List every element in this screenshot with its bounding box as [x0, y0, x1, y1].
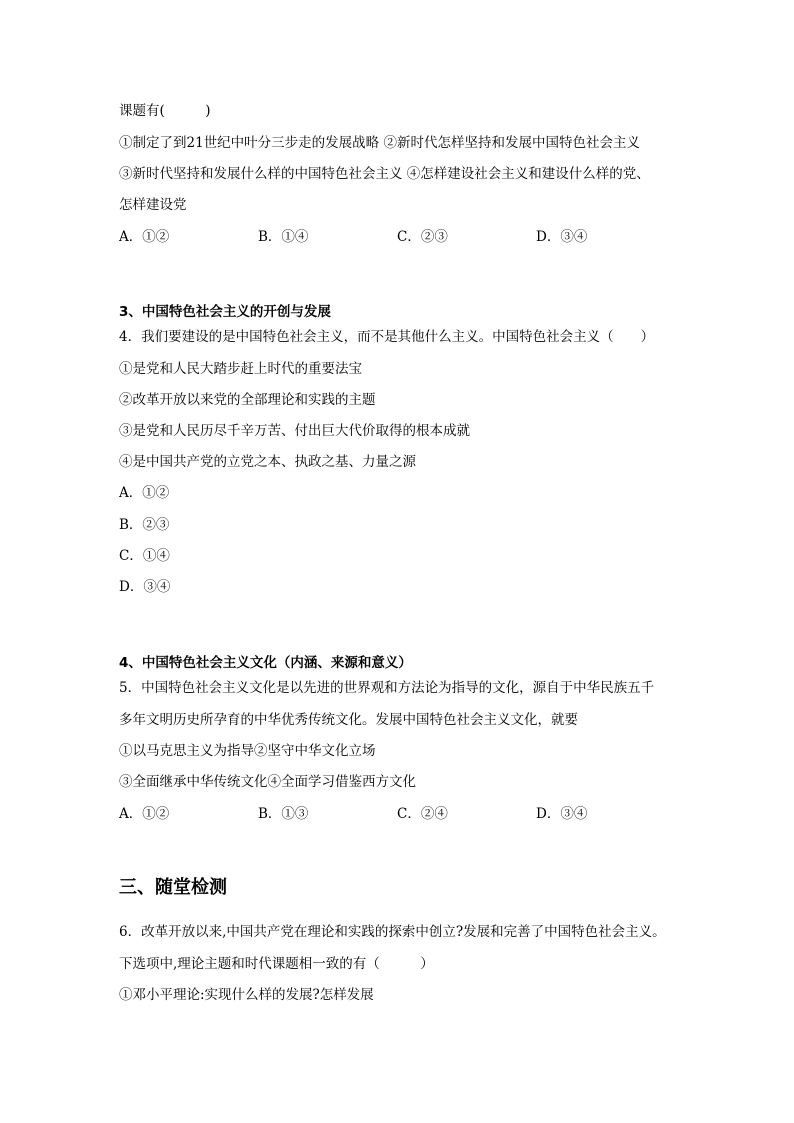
- option-a: A．①②: [119, 806, 170, 822]
- question-6-line-1: 6．改革开放以来,中国共产党在理论和实践的探索中创立?发展和完善了中国特色社会主义。: [119, 924, 666, 940]
- option-d: D．③④: [536, 806, 588, 822]
- question-6-line-2: 下选项中,理论主题和时代课题相一致的有（ ）: [119, 956, 434, 972]
- question-5-line-1: 5．中国特色社会主义文化是以先进的世界观和方法论为指导的文化，源自于中华民族五千: [119, 680, 655, 696]
- question-item-line: ①是党和人民大踏步赶上时代的重要法宝: [119, 361, 362, 377]
- option-c: C．①④: [119, 548, 170, 564]
- question-4: 4．我们要建设的是中国特色社会主义，而不是其他什么主义。中国特色社会主义（ ）: [119, 329, 655, 345]
- question-item-line: ③全面继承中华传统文化④全面学习借鉴西方文化: [119, 774, 416, 790]
- question-item-line: ②改革开放以来党的全部理论和实践的主题: [119, 392, 376, 408]
- option-b: B．①③: [258, 806, 309, 822]
- question-item-line: ④是中国共产党的立党之本、执政之基、力量之源: [119, 454, 416, 470]
- part-title: 三、随堂检测: [119, 877, 227, 898]
- section-heading: 3、中国特色社会主义的开创与发展: [119, 304, 331, 320]
- option-a: A．①②: [119, 229, 170, 245]
- question-item-line: ③是党和人民历尽千辛万苦、付出巨大代价取得的根本成就: [119, 423, 470, 439]
- question-item-line: ①制定了到21世纪中叶分三步走的发展战略 ②新时代怎样坚持和发展中国特色社会主义: [119, 135, 640, 151]
- option-b: B．①④: [258, 229, 309, 245]
- option-d: D．③④: [119, 579, 171, 595]
- option-a: A．①②: [119, 485, 170, 501]
- question-item-line: ①邓小平理论:实现什么样的发展?怎样发展: [119, 987, 374, 1003]
- question-item-line: ③新时代坚持和发展什么样的中国特色社会主义 ④怎样建设社会主义和建设什么样的党、: [119, 166, 650, 182]
- option-c: C．②④: [397, 806, 448, 822]
- question-5-line-2: 多年文明历史所孕育的中华优秀传统文化。发展中国特色社会主义文化，就要: [119, 712, 578, 728]
- option-d: D．③④: [536, 229, 588, 245]
- question-item-line: 怎样建设党: [119, 197, 187, 213]
- option-b: B．②③: [119, 517, 170, 533]
- section-heading: 4、中国特色社会主义文化（内涵、来源和意义）: [119, 655, 412, 671]
- question-item-line: ①以马克思主义为指导②坚守中华文化立场: [119, 743, 376, 759]
- option-c: C．②③: [397, 229, 448, 245]
- question-stem-tail: 课题有( ): [119, 103, 211, 119]
